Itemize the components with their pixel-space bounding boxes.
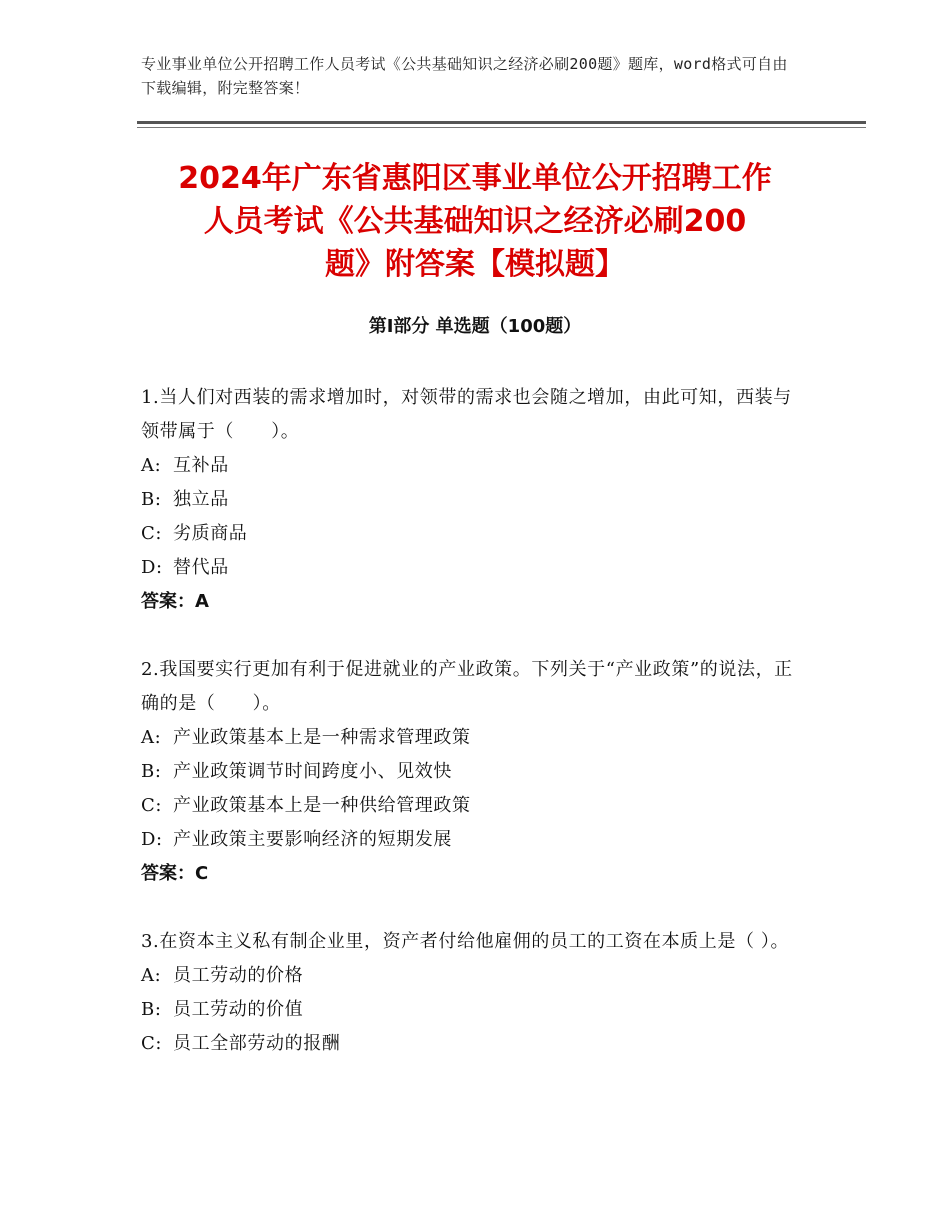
option-letter: A: [141, 727, 162, 748]
option-letter: C: [141, 523, 163, 544]
option-a [141, 959, 801, 993]
question-3 [141, 925, 801, 1061]
option-letter: A: [141, 965, 162, 986]
option-text: 独立品 [173, 489, 229, 510]
question-2 [141, 653, 801, 891]
option-letter: D: [141, 557, 163, 578]
header-divider-thin [137, 127, 866, 128]
option-c [141, 789, 801, 823]
option-text: 产业政策调节时间跨度小、见效快 [173, 761, 452, 782]
section-heading: 第Ⅰ部分 单选题（100题） [368, 316, 582, 337]
question-stem: 1.当人们对西装的需求增加时，对领带的需求也会随之增加，由此可知，西装与领带属于（ ）。 [141, 387, 792, 442]
answer: 答案：C [141, 863, 209, 884]
option-b [141, 993, 801, 1027]
header-note: 专业事业单位公开招聘工作人员考试《公共基础知识之经济必刷200题》题库，word格式可自由下载编辑，附完整答案！ [141, 55, 788, 97]
option-b [141, 483, 801, 517]
option-c [141, 517, 801, 551]
option-b [141, 755, 801, 789]
option-letter: B: [141, 489, 162, 510]
option-text: 产业政策主要影响经济的短期发展 [173, 829, 452, 850]
option-c [141, 1027, 801, 1061]
option-letter: B: [141, 999, 162, 1020]
option-letter: C: [141, 795, 163, 816]
option-text: 产业政策基本上是一种需求管理政策 [173, 727, 471, 748]
question-stem: 2.我国要实行更加有利于促进就业的产业政策。下列关于“产业政策”的说法，正确的是（ ）。 [141, 659, 793, 714]
option-text: 员工劳动的价格 [173, 965, 304, 986]
option-a [141, 449, 801, 483]
option-letter: D: [141, 829, 163, 850]
option-text: 互补品 [173, 455, 229, 476]
option-a [141, 721, 801, 755]
question-stem: 3.在资本主义私有制企业里，资产者付给他雇佣的员工的工资在本质上是（ ）。 [141, 931, 790, 952]
title-line-3: 题》附答案【模拟题】 [325, 247, 625, 282]
document-title [120, 157, 830, 286]
option-d [141, 823, 801, 857]
title-line-1: 2024年广东省惠阳区事业单位公开招聘工作 [178, 161, 772, 196]
question-1 [141, 381, 801, 619]
option-text: 员工劳动的价值 [173, 999, 304, 1020]
option-letter: A: [141, 455, 162, 476]
option-text: 产业政策基本上是一种供给管理政策 [173, 795, 471, 816]
option-text: 劣质商品 [173, 523, 248, 544]
option-d [141, 551, 801, 585]
option-text: 员工全部劳动的报酬 [173, 1033, 341, 1054]
title-line-2: 人员考试《公共基础知识之经济必刷200 [203, 204, 747, 239]
answer: 答案：A [141, 591, 209, 612]
header-divider-thick [137, 121, 866, 124]
option-letter: C: [141, 1033, 163, 1054]
option-text: 替代品 [173, 557, 229, 578]
option-letter: B: [141, 761, 162, 782]
